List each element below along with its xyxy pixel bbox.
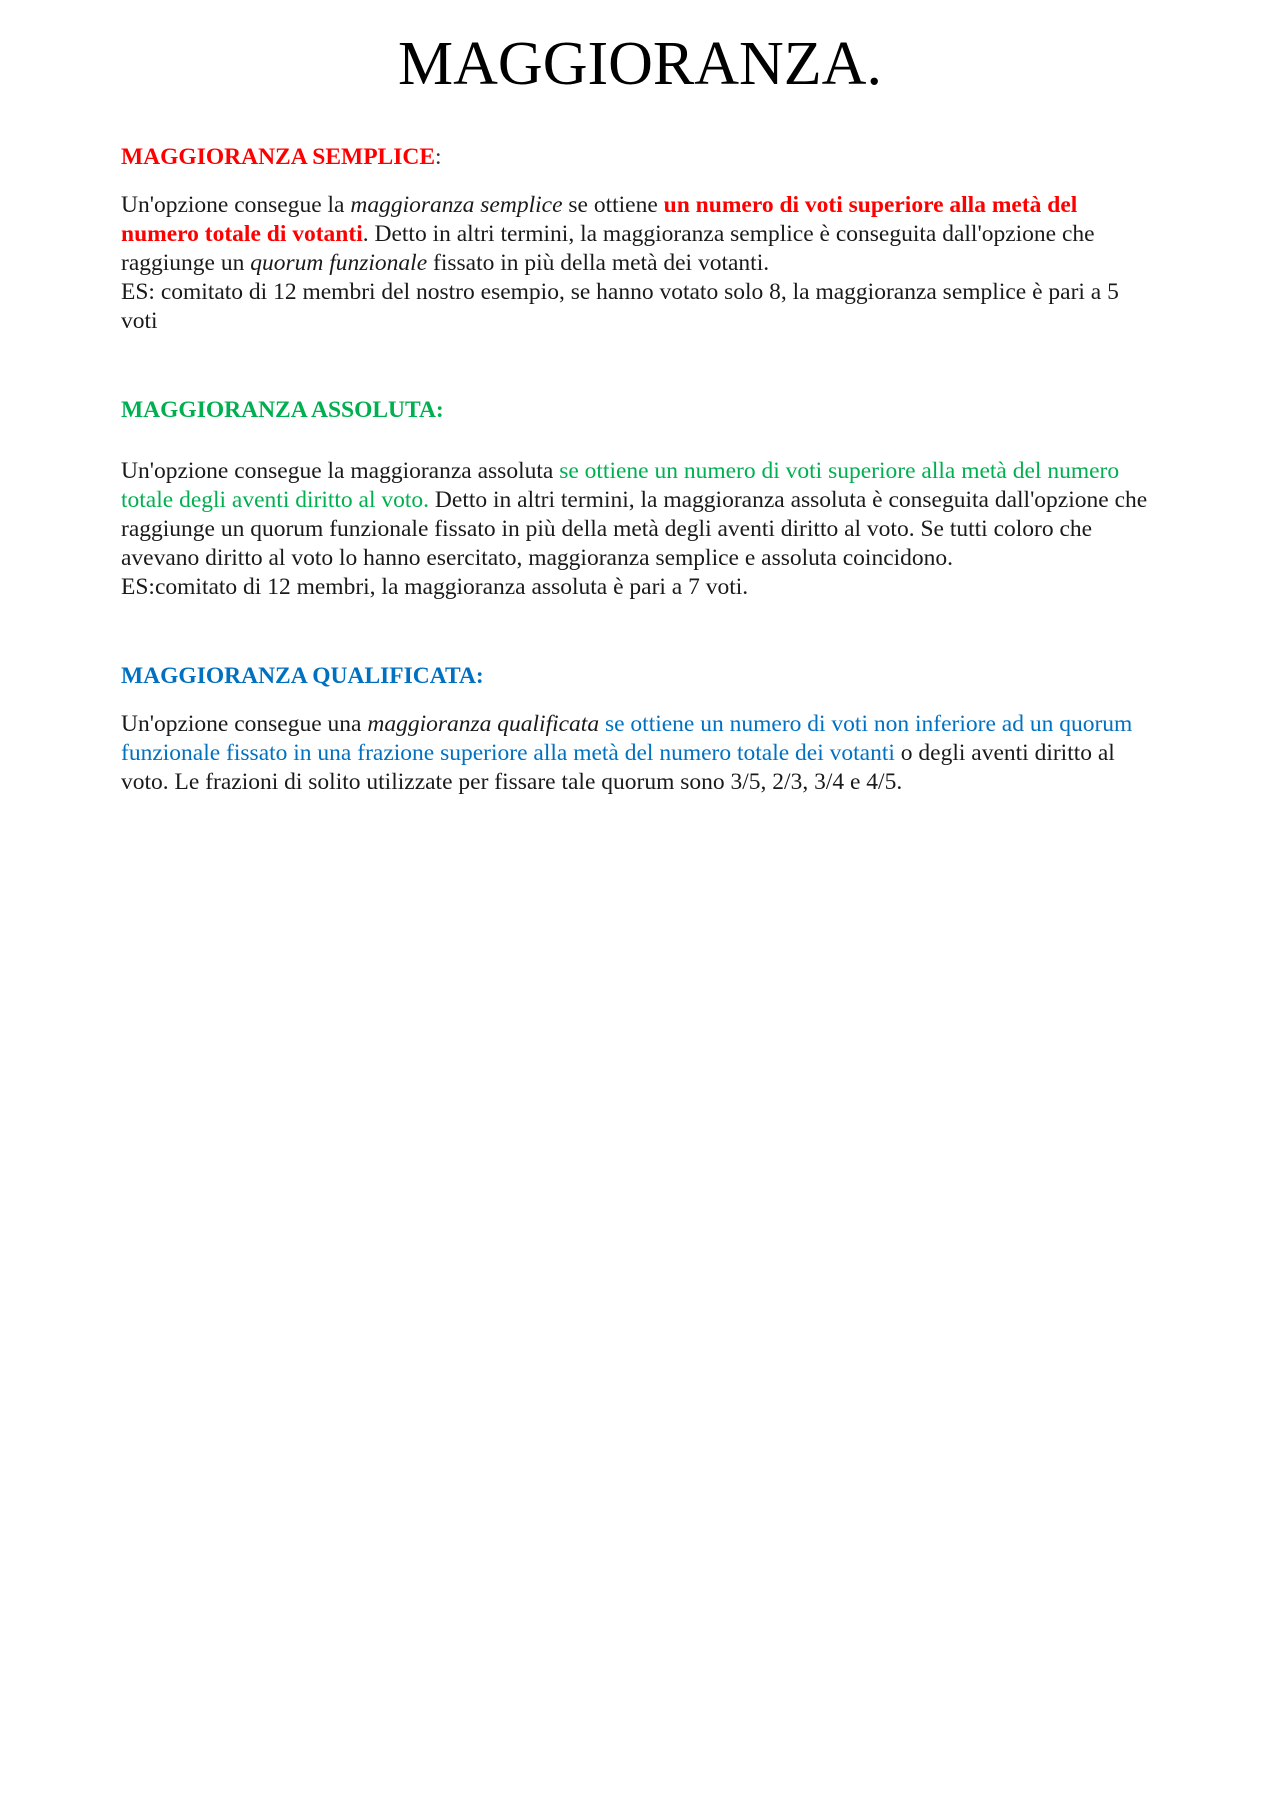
- heading-semplice-text: MAGGIORANZA SEMPLICE: [121, 144, 436, 170]
- heading-assoluta: MAGGIORANZA ASSOLUTA:: [121, 397, 444, 423]
- section-semplice: [121, 143, 1161, 336]
- highlight-definition-qualificata: se ottiene un numero di voti non inferiore ad un quorum funzionale fissato in una frazione superiore alla metà del numero totale dei votanti: [121, 711, 1133, 766]
- text-run: fissato in più della metà dei votanti.: [427, 250, 770, 276]
- paragraph-qualificata: [121, 710, 1161, 797]
- term-maggioranza-semplice: maggioranza semplice: [350, 192, 563, 218]
- term-quorum-funzionale: quorum funzionale: [250, 250, 428, 276]
- highlight-definition-semplice: un numero di voti superiore alla metà del numero totale di votanti: [121, 192, 1078, 247]
- heading-semplice-colon: :: [435, 144, 442, 170]
- page-title: MAGGIORANZA.: [398, 30, 882, 98]
- text-run: Un'opzione consegue la maggioranza assoluta: [121, 458, 560, 484]
- term-maggioranza-qualificata: maggioranza qualificata: [367, 711, 600, 737]
- highlight-definition-assoluta: se ottiene un numero di voti superiore alla metà del numero totale degli aventi diritto al voto.: [121, 458, 1120, 513]
- document-body: [121, 143, 1161, 797]
- section-qualificata: [121, 662, 1161, 797]
- example-semplice: ES: comitato di 12 membri del nostro esempio, se hanno votato solo 8, la maggioranza semplice è pari a 5 voti: [121, 279, 1119, 334]
- paragraph-semplice: [121, 191, 1161, 278]
- heading-semplice: [121, 143, 1161, 172]
- example-assoluta: ES:comitato di 12 membri, la maggioranza assoluta è pari a 7 voti.: [121, 574, 749, 600]
- text-run: . Detto in altri termini, la maggioranza semplice è conseguita dall'opzione che raggiunge un: [121, 221, 1095, 276]
- paragraph-assoluta: [121, 457, 1161, 573]
- text-run: Un'opzione consegue la: [121, 192, 351, 218]
- heading-qualificata: MAGGIORANZA QUALIFICATA:: [121, 663, 484, 689]
- text-run: o degli aventi diritto al voto. Le frazioni di solito utilizzate per fissare tale quorum sono 3/5, 2/3, 3/4 e 4/5.: [121, 740, 1115, 795]
- text-run: se ottiene: [562, 192, 664, 218]
- text-run: Un'opzione consegue una: [121, 711, 368, 737]
- text-run: Detto in altri termini, la maggioranza assoluta è conseguita dall'opzione che raggiunge un quorum funzionale fissato in più della metà degli aventi diritto al voto. Se tutti coloro che avevano diritto al voto lo hanno esercitato, maggioranza semplice e assoluta coincidono.: [121, 487, 1148, 571]
- section-assoluta: [121, 396, 1161, 602]
